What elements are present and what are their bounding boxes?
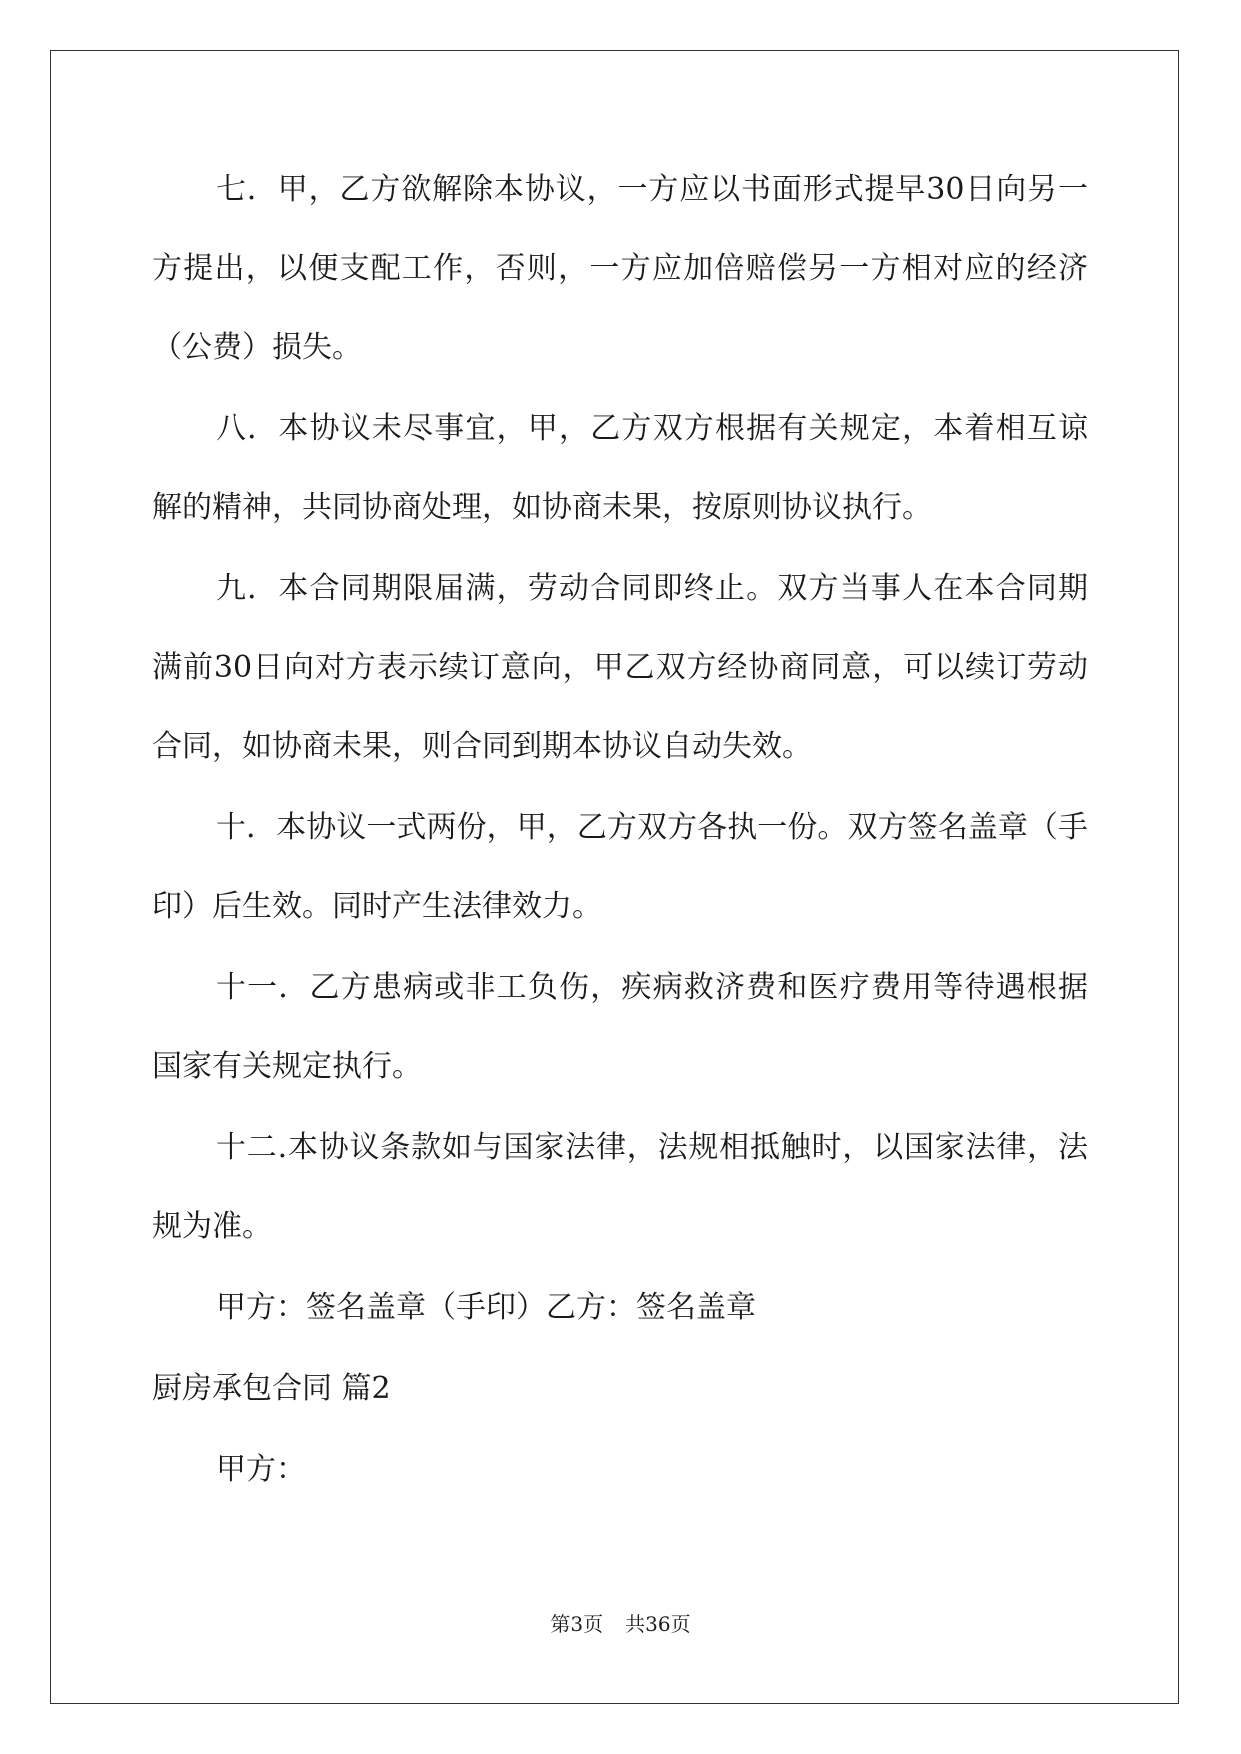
- signature-line: 甲方：签名盖章（手印）乙方：签名盖章: [216, 1290, 756, 1325]
- clause-7-line-3: （公费）损失。: [152, 330, 362, 365]
- party-a-label: 甲方：: [216, 1452, 306, 1487]
- clause-10-line-2: 印）后生效。同时产生法律效力。: [152, 889, 602, 924]
- clause-7-line-1: 七．甲，乙方欲解除本协议，一方应以书面形式提早30日向另一: [216, 172, 1088, 207]
- clause-9-line-2: 满前30日向对方表示续订意向，甲乙双方经协商同意，可以续订劳动: [152, 650, 1088, 685]
- clause-11-line-2: 国家有关规定执行。: [152, 1049, 422, 1084]
- clause-9-line-3: 合同，如协商未果，则合同到期本协议自动失效。: [152, 729, 812, 764]
- page-total: 共36页: [625, 1612, 691, 1636]
- clause-8-line-2: 解的精神，共同协商处理，如协商未果，按原则协议执行。: [152, 490, 932, 525]
- clause-11-line-1: 十一．乙方患病或非工负伤，疾病救济费和医疗费用等待遇根据: [216, 970, 1088, 1005]
- clause-12-line-1: 十二.本协议条款如与国家法律，法规相抵触时，以国家法律，法: [216, 1130, 1088, 1165]
- page-footer: [0, 1612, 1241, 1636]
- section-heading: 厨房承包合同 篇2: [152, 1371, 391, 1406]
- clause-12-line-2: 规为准。: [152, 1209, 272, 1244]
- clause-8-line-1: 八．本协议未尽事宜，甲，乙方双方根据有关规定，本着相互谅: [216, 411, 1088, 446]
- clause-7-line-2: 方提出，以便支配工作，否则，一方应加倍赔偿另一方相对应的经济: [152, 251, 1088, 286]
- page-number: 第3页: [550, 1612, 604, 1636]
- clause-10-line-1: 十．本协议一式两份，甲，乙方双方各执一份。双方签名盖章（手: [216, 810, 1088, 845]
- clause-9-line-1: 九．本合同期限届满，劳动合同即终止。双方当事人在本合同期: [216, 571, 1088, 606]
